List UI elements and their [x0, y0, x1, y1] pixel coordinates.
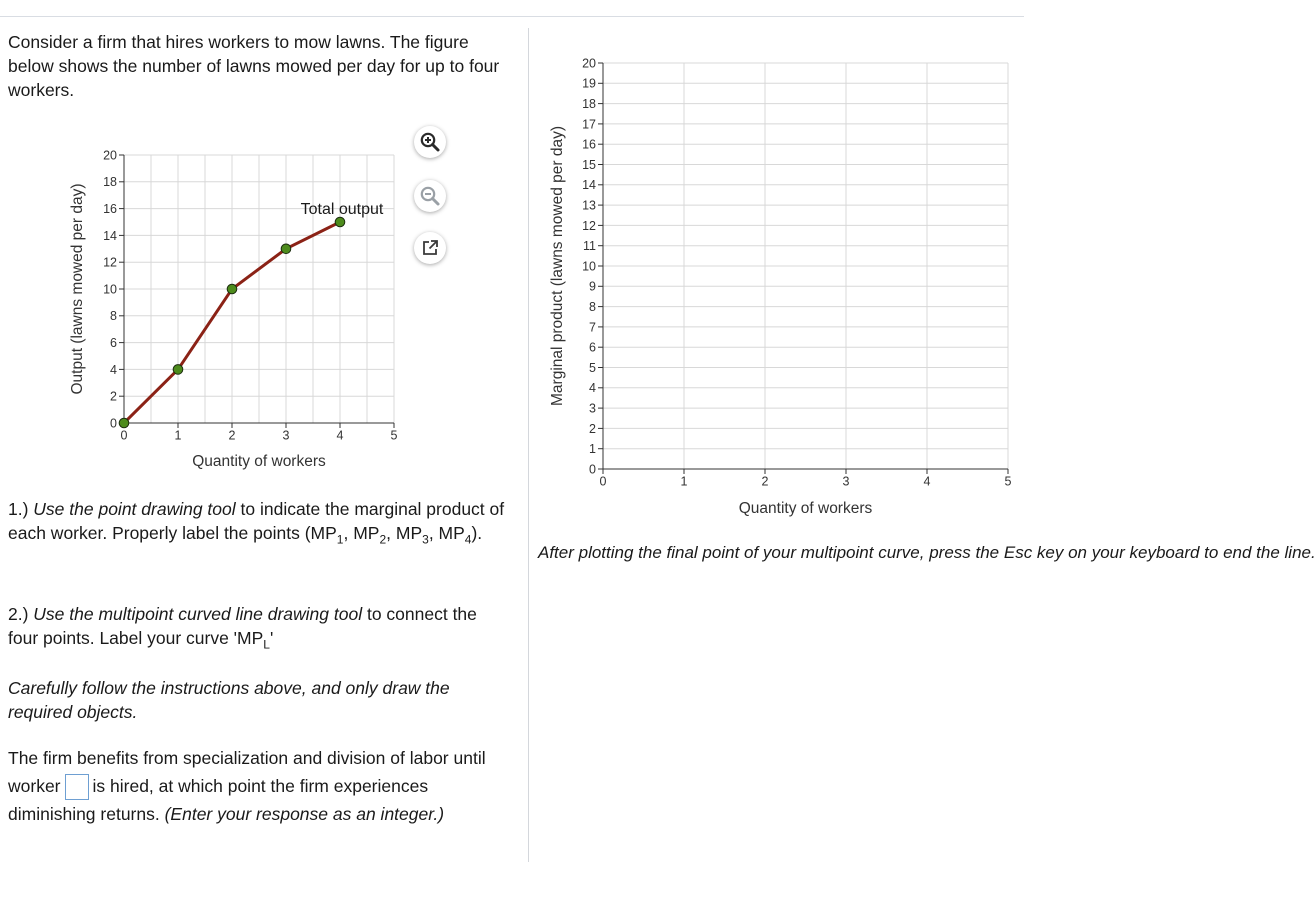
question-1: 1.) Use the point drawing tool to indicate the marginal product of each worker. Properly label the points ($MP_1$, $MP_2$, $MP_3$, $MP_4$).	[8, 499, 505, 547]
mp4-sub: 4	[464, 532, 472, 547]
y-tick-label: 13	[582, 198, 596, 213]
q1-prefix: 1.)	[8, 499, 34, 519]
y-tick-label: 14	[103, 228, 117, 243]
y-tick-label: 8	[110, 309, 117, 324]
total-output-label: Total output	[300, 201, 384, 218]
q1-rest: to indicate the marginal product of each worker. Properly label the points (MP	[8, 499, 505, 543]
y-tick-label: 0	[589, 462, 596, 477]
q2-end: '	[269, 628, 274, 648]
y-tick-label: 7	[589, 320, 596, 335]
x-tick-label: 0	[120, 428, 128, 443]
zoom-in-icon	[420, 132, 440, 152]
total-output-chart	[60, 140, 420, 480]
x-tick-label: 1	[174, 428, 182, 443]
x-tick-label: 2	[761, 474, 769, 489]
y-tick-label: 14	[582, 178, 596, 193]
q2-rest: to connect the four points. Label your curve 'MP	[8, 604, 477, 648]
y-tick-label: 3	[589, 401, 596, 416]
zoom-out-icon	[420, 186, 440, 206]
total-output-point	[281, 244, 291, 254]
zoom-in-button[interactable]	[414, 126, 446, 158]
mp1-sub: 1	[336, 532, 344, 547]
y-tick-label: 11	[583, 239, 596, 254]
question-2	[8, 602, 508, 657]
y-axis-label: Marginal product (lawns mowed per day)	[549, 126, 566, 406]
total-output-point	[173, 365, 183, 375]
x-tick-label: 3	[842, 474, 850, 489]
x-tick-label: 5	[390, 428, 398, 443]
x-tick-label: 4	[336, 428, 344, 443]
y-tick-label: 20	[582, 56, 596, 71]
y-tick-label: 8	[589, 299, 596, 314]
y-tick-label: 20	[103, 148, 117, 163]
esc-instruction: After plotting the final point of your multipoint curve, press the Esc key on your keyboard to end the line.	[538, 543, 1316, 562]
y-tick-label: 2	[110, 389, 117, 404]
y-tick-label: 6	[589, 340, 596, 355]
x-tick-label: 5	[1004, 474, 1012, 489]
x-tick-label: 0	[599, 474, 607, 489]
y-tick-label: 16	[582, 137, 596, 152]
q2-prefix: 2.)	[8, 604, 34, 624]
x-tick-label: 4	[923, 474, 931, 489]
x-tick-label: 1	[680, 474, 688, 489]
y-tick-label: 9	[589, 279, 596, 294]
y-axis-label: Output (lawns mowed per day)	[69, 183, 86, 395]
instructions-note: Carefully follow the instructions above, and only draw the required objects.	[8, 678, 450, 722]
question-3	[8, 744, 513, 828]
y-tick-label: 16	[103, 201, 117, 216]
q1-italic-lead: Use the point drawing tool	[33, 499, 236, 519]
y-tick-label: 0	[110, 416, 117, 431]
y-tick-label: 12	[582, 218, 596, 233]
y-tick-label: 2	[589, 421, 596, 436]
y-tick-label: 1	[589, 442, 596, 457]
column-divider	[528, 28, 529, 862]
q3-hint: (Enter your response as an integer.)	[164, 804, 445, 825]
total-output-point	[227, 284, 237, 294]
y-tick-label: 17	[582, 117, 596, 132]
y-tick-label: 12	[103, 255, 117, 270]
q3-part2: is hired, at which point the firm experiences diminishing returns.	[8, 776, 429, 825]
total-output-point	[119, 418, 129, 428]
top-border	[0, 16, 1024, 17]
y-tick-label: 5	[589, 360, 596, 375]
zoom-out-button[interactable]	[414, 180, 446, 212]
y-tick-label: 18	[582, 96, 596, 111]
popout-icon	[421, 239, 439, 257]
x-tick-label: 2	[228, 428, 236, 443]
mpl-sub: L	[263, 637, 270, 652]
x-tick-label: 3	[282, 428, 290, 443]
marginal-product-chart[interactable]	[538, 40, 1024, 525]
y-tick-label: 10	[103, 282, 117, 297]
popout-button[interactable]	[414, 232, 446, 264]
x-axis-label: Quantity of workers	[192, 453, 326, 470]
total-output-point	[335, 217, 345, 227]
y-tick-label: 6	[110, 335, 117, 350]
x-axis-label: Quantity of workers	[738, 500, 873, 517]
y-tick-label: 4	[589, 381, 596, 396]
q2-italic-lead: Use the multipoint curved line drawing tool	[33, 604, 363, 624]
mp2-sub: 2	[379, 532, 387, 547]
y-tick-label: 19	[582, 76, 596, 91]
y-tick-label: 4	[110, 362, 117, 377]
q3-part1: The firm benefits from specialization and division of labor until worker	[8, 748, 486, 796]
worker-answer-input[interactable]	[65, 774, 89, 800]
y-tick-label: 10	[582, 259, 596, 274]
y-tick-label: 18	[103, 175, 117, 190]
y-tick-label: 15	[582, 157, 596, 172]
mp3-sub: 3	[422, 532, 429, 547]
intro-text: Consider a firm that hires workers to mow lawns. The figure below shows the number of lawns mowed per day for up to four workers.	[8, 32, 500, 100]
